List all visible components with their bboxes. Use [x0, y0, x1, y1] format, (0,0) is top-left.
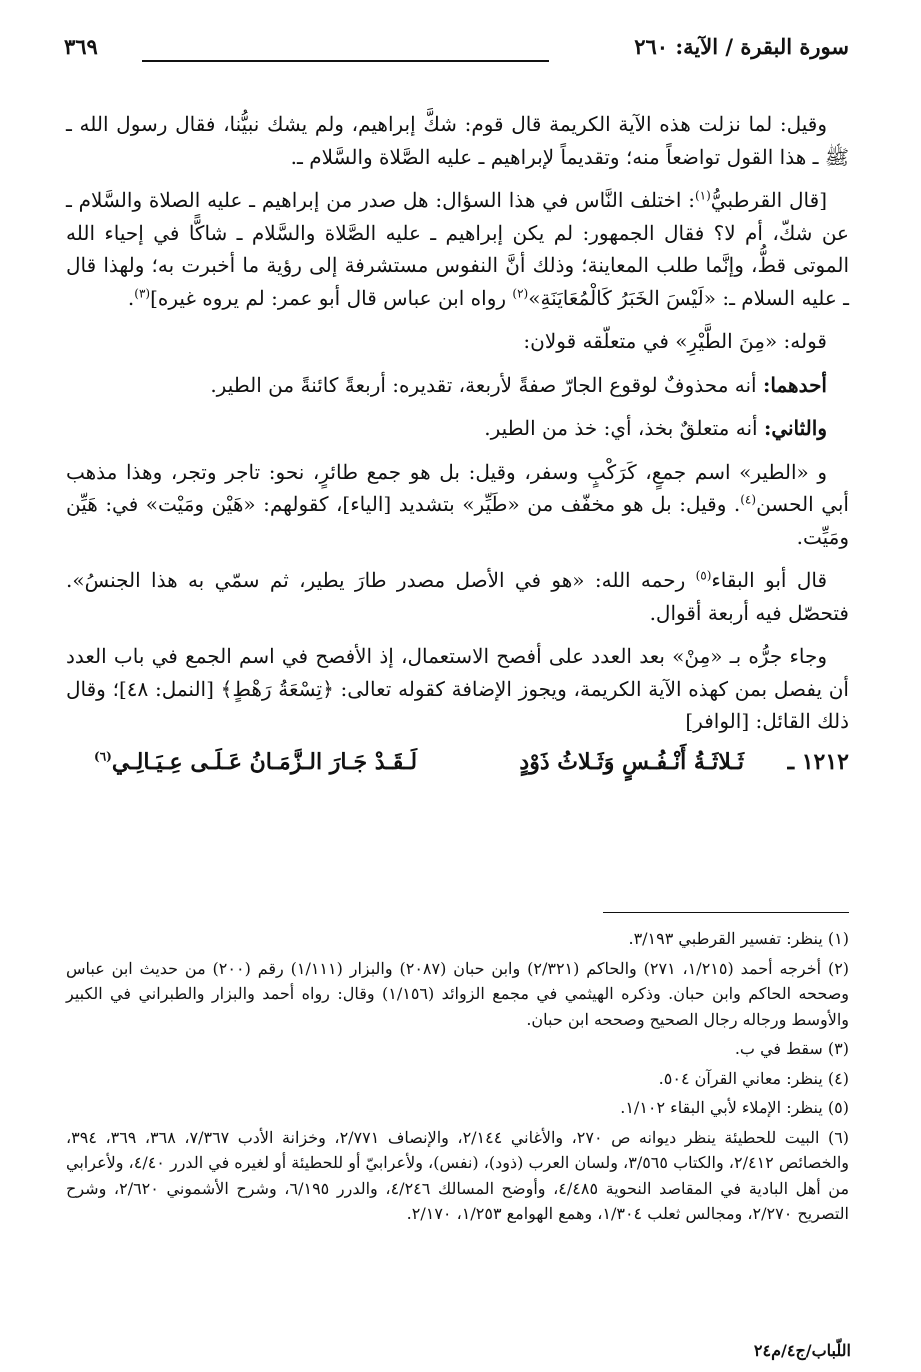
- text-run: لَـقَـدْ جَـارَ الـزَّمَـانُ عَـلَـى عِـيَـالِـي: [111, 748, 418, 775]
- paragraph: قوله: «مِنَ الطَّيْرِ» في متعلّقه قولان:: [523, 329, 827, 353]
- poetry-verse: [66, 749, 849, 793]
- paragraph: وجاء جرُّه بـ «مِنْ» بعد العدد على أفصح الاستعمال، إذ الأفصح في اسم الجمع في باب العدد أن يفصل بمن كهذه الآية الكريمة، ويجوز الإضافة كقوله تعالى: ﴿تِسْعَةُ رَهْطٍ﴾ [النمل: ٤٨]؛ وقال ذلك القائل: [الوافر]: [66, 644, 849, 733]
- footnote: (٤) ينظر: معاني القرآن ٥٠٤.: [658, 1068, 849, 1088]
- running-header: [64, 34, 849, 66]
- text-run: قال أبو البقاء: [711, 568, 828, 592]
- text-run: : اختلف النَّاس في هذا السؤال: هل صدر من إبراهيم ـ عليه الصلاة والسَّلام ـ عن شكّ، أم لا؟ فقال الجمهور: لم يكن إبراهيم ـ عليه الصَّلاة والسَّلام ـ شاكًّا في إحياء الله الموتى قطُّ، وإنَّما طلب المعاينة؛ وذلك أنَّ النفوس مستشرفة إلى رؤية ما أخبرت به؛ ولهذا قال ـ عليه السلام ـ: «لَيْسَ الخَبَرُ كَالْمُعَايَنَةِ»: [66, 188, 850, 310]
- paragraph: [66, 369, 849, 402]
- page-number: ٣٦٩: [64, 34, 98, 59]
- footnote-ref: (٦): [94, 749, 112, 764]
- text-run: و «الطير» اسم جمعٍ، كَرَكْبٍ وسفر، وقيل: بل هو جمع طائرٍ، نحو: تاجر وتجر، وهذا مذهب أبي الحسن: [66, 459, 849, 516]
- verse-number: ١٢١٢ ـ: [787, 748, 849, 775]
- paragraph: [66, 456, 849, 554]
- first-hemistich: ثَـلاثَـةُ أَنْـفُـسٍ وَثَـلاثُ ذَوْدٍ: [519, 748, 744, 775]
- text-run: أنه محذوفٌ لوقوع الجارّ صفةً لأربعة، تقديره: أربعةً كائنةً من الطير.: [210, 372, 763, 397]
- footnote: (١) ينظر: تفسير القرطبي ٣/١٩٣.: [628, 929, 849, 948]
- footnote-separator: [603, 912, 849, 913]
- footnote: (٣) سقط في ب.: [734, 1039, 849, 1058]
- text-run: [قال القرطبيُّ: [710, 188, 827, 212]
- text-run: رواه ابن عباس قال أبو عمر: لم يروه غيره]: [150, 285, 513, 310]
- footnote: (٦) البيت للحطيئة ينظر ديوانه ص ٢٧٠، والأغاني ٢/١٤٤، والإنصاف ٢/٧٧١، وخزانة الأدب ٧/٣٦٧، ٣٦٨، ٣٦٩، ٣٩٤، والخصائص ٢/٤١٢، والكتاب ٣/٥٦٥، ولسان العرب (ذود)، (نفس)، ولأعرابيّ أو للحطيئة أو لغيره في الدرر ٤/٤٠، ولأعرابي من أهل البادية في المقاصد النحوية ٤/٤٨٥، وأوضح المسالك ٤/٢٤٦، والدرر ٦/١٩٥، وشرح الأشموني ٢/٦٢٠، وشرح التصريح ٢/٢٧٠، ومجالس ثعلب ١/٣٠٤، وهمع الهوامع ١/٢٥٣، ٢/١٧٠.: [66, 1127, 850, 1223]
- footnote-ref: (٤): [740, 492, 757, 507]
- second-hemistich: [94, 749, 417, 775]
- footnote-ref: (١): [694, 188, 711, 203]
- paragraph: [66, 412, 849, 445]
- footnote: (٥) ينظر: الإملاء لأبي البقاء ١/١٠٢.: [620, 1098, 849, 1117]
- surah-title: سورة البقرة / الآية: ٢٦٠: [634, 34, 849, 59]
- footnote-ref: (٣): [134, 285, 151, 300]
- paragraph: [66, 184, 849, 314]
- main-text: [66, 108, 849, 793]
- paragraph: [66, 564, 849, 629]
- text-run: أنه متعلقٌ بخذ، أي: خذ من الطير.: [484, 416, 764, 440]
- footnote: (٢) أخرجه أحمد (١/٢١٥، ٢٧١) والحاكم (٢/٣٢١) وابن حبان (٢٠٨٧) والبزار (١/١١١) رقم (٢٠٠) من حديث ابن عباس وصححه الحاكم وابن حبان. وذكره الهيثمي في مجمع الزوائد (١/١٥٦) وقال: رواه أحمد والبزار والطبراني في الكبير والأوسط ورجاله رجال الصحيح وصححه ابن حبان.: [66, 958, 850, 1029]
- point-label: أحدهما:: [762, 372, 827, 397]
- footnote-ref: (٥): [695, 568, 712, 583]
- footnotes: [66, 926, 849, 1231]
- text-run: . وقيل: بل هو مخفّف من «طَيِّر» بتشديد [الياء]، كقولهم: «هَيْن ومَيْت» في: هَيِّن ومَيِّت.: [66, 492, 849, 549]
- text-run: .: [127, 285, 135, 310]
- paragraph: وقيل: لما نزلت هذه الآية الكريمة قال قوم: شكَّ إبراهيم، ولم يشك نبيُّنا، فقال رسول الله ـ ﷺ ـ هذا القول تواضعاً منه؛ وتقديماً لإبراهيم ـ عليه الصَّلاة والسَّلام ـ.: [66, 112, 849, 169]
- point-label: والثاني:: [763, 416, 827, 440]
- signature-mark: اللّباب/ج٤/م٢٤: [753, 1341, 851, 1360]
- header-rule: [142, 60, 549, 62]
- text-run: رحمه الله: «هو في الأصل مصدر طارَ يطير، ثم سمّي به هذا الجنسُ». فتحصّل فيه أربعة أقوال.: [66, 568, 849, 625]
- footnote-ref: (٢): [512, 285, 529, 300]
